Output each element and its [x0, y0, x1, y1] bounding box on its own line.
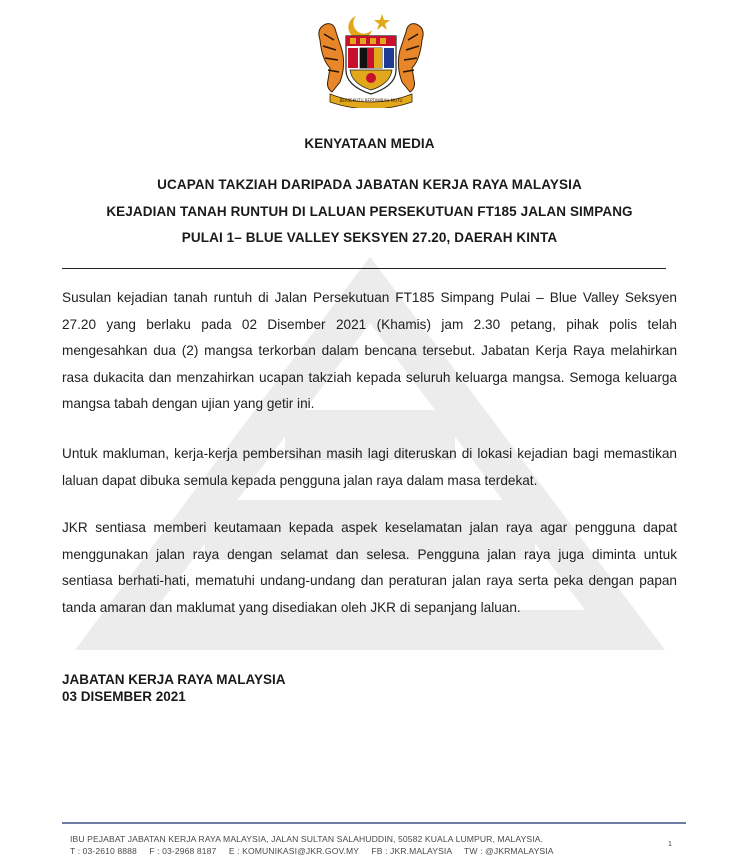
footer-contacts: T : 03-2610 8888 F : 03-2968 8187 E : KOMUNIKASI@JKR.GOV.MY FB : JKR.MALAYSIA TW : @JKRMALAYSIA	[70, 846, 554, 856]
title-divider	[62, 268, 666, 269]
media-statement-heading: KENYATAAN MEDIA	[304, 136, 435, 151]
title-line-3: PULAI 1– BLUE VALLEY SEKSYEN 27.20, DAERAH KINTA	[181, 230, 558, 245]
footer-address: IBU PEJABAT JABATAN KERJA RAYA MALAYSIA, JALAN SULTAN SALAHUDDIN, 50582 KUALA LUMPUR, MALAYSIA.	[70, 834, 544, 844]
page-number: 1	[668, 841, 672, 848]
crest-motto: BERSEKUTU BERTAMBAH MUTU	[339, 98, 403, 103]
malaysia-coat-of-arms-icon	[312, 10, 430, 108]
title-line-2: KEJADIAN TANAH RUNTUH DI LALUAN PERSEKUTUAN FT185 JALAN SIMPANG	[106, 204, 633, 219]
signature-date: 03 DISEMBER 2021	[62, 689, 186, 704]
title-line-1: UCAPAN TAKZIAH DARIPADA JABATAN KERJA RAYA MALAYSIA	[157, 177, 582, 192]
paragraph-1: Susulan kejadian tanah runtuh di Jalan Persekutuan FT185 Simpang Pulai – Blue Valley Seksyen 27.20 yang berlaku pada 02 Disember 2021 (Khamis) jam 2.30 petang, pihak polis telah mengesahkan dua (2) mangsa terkorban dalam bencana tersebut. Jabatan Kerja Raya melahirkan rasa dukacita dan menzahirkan ucapan takziah kepada seluruh keluarga mangsa. Semoga keluarga mangsa tabah dengan ujian yang getir ini.	[62, 290, 677, 411]
footer-divider	[62, 822, 686, 824]
signature-organization: JABATAN KERJA RAYA MALAYSIA	[62, 672, 286, 687]
paragraph-2: Untuk makluman, kerja-kerja pembersihan masih lagi diteruskan di lokasi kejadian bagi memastikan laluan dapat dibuka semula kepada pengguna jalan raya dalam masa terdekat.	[62, 446, 677, 488]
paragraph-3: JKR sentiasa memberi keutamaan kepada aspek keselamatan jalan raya agar pengguna dapat menggunakan jalan raya dengan selamat dan selesa. Pengguna jalan raya juga diminta untuk sentiasa berhati-hati, mematuhi undang-undang dan peraturan jalan raya serta peka dengan papan tanda amaran dan maklumat yang disediakan oleh JKR di sepanjang laluan.	[62, 520, 677, 615]
